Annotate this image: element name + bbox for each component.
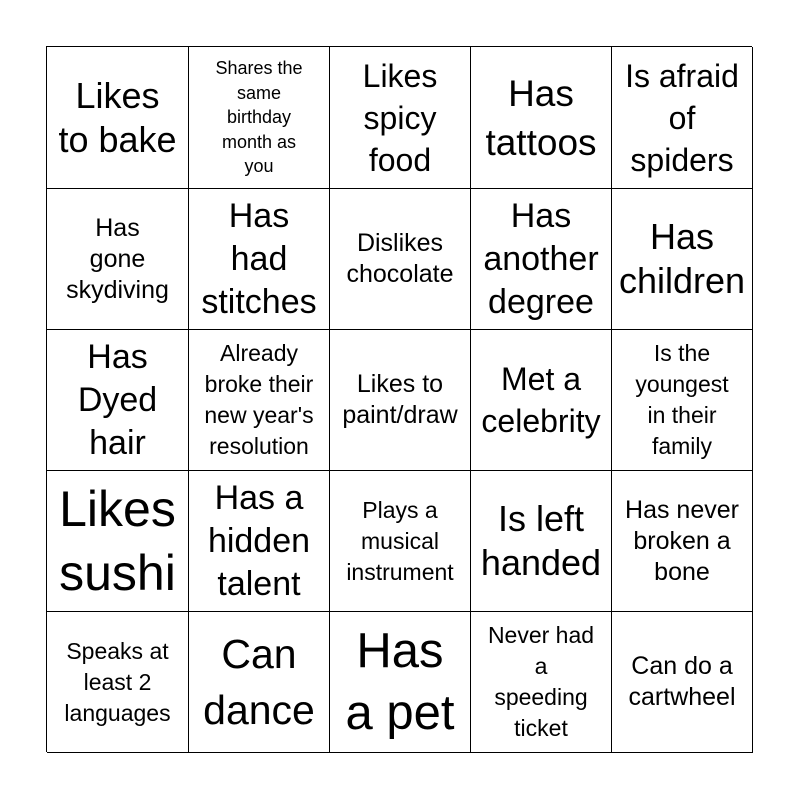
bingo-cell-shares-birthday-month[interactable] — [189, 47, 330, 189]
bingo-cell-is-left-handed[interactable] — [471, 471, 612, 612]
bingo-cell-plays-musical-instrument[interactable] — [330, 471, 471, 612]
cell-text: Can dance — [203, 631, 315, 733]
cell-text: Dislikes chocolate — [346, 229, 454, 288]
cell-text: Has children — [618, 216, 746, 301]
bingo-cell-no-speeding-ticket[interactable] — [471, 612, 612, 753]
cell-text: Is left handed — [480, 498, 602, 583]
cell-text: Is afraid of spiders — [625, 57, 739, 178]
cell-text: Likes spicy food — [362, 57, 438, 178]
cell-text: Speaks at least 2 languages — [64, 637, 171, 726]
cell-text: Has never broken a bone — [625, 495, 739, 586]
bingo-cell-broke-new-years-resolution[interactable] — [189, 330, 330, 471]
cell-text: Likes to paint/draw — [342, 370, 458, 429]
bingo-cell-likes-spicy-food[interactable] — [330, 47, 471, 189]
bingo-cell-has-tattoos[interactable] — [471, 47, 612, 189]
bingo-cell-can-do-cartwheel[interactable] — [612, 612, 753, 753]
cell-text: Plays a musical instrument — [346, 496, 454, 585]
bingo-cell-afraid-of-spiders[interactable] — [612, 47, 753, 189]
cell-text: Has tattoos — [485, 72, 597, 163]
bingo-cell-likes-to-bake[interactable] — [47, 47, 189, 189]
cell-text: Met a celebrity — [481, 361, 601, 439]
cell-text: Has another degree — [483, 196, 599, 321]
bingo-board — [46, 46, 752, 752]
bingo-cell-has-another-degree[interactable] — [471, 189, 612, 330]
bingo-cell-has-a-pet[interactable] — [330, 612, 471, 753]
bingo-cell-has-children[interactable] — [612, 189, 753, 330]
cell-text: Has Dyed hair — [77, 337, 158, 462]
bingo-cell-speaks-two-languages[interactable] — [47, 612, 189, 753]
bingo-cell-has-gone-skydiving[interactable] — [47, 189, 189, 330]
bingo-cell-has-dyed-hair[interactable] — [47, 330, 189, 471]
bingo-cell-dislikes-chocolate[interactable] — [330, 189, 471, 330]
cell-text: Has had stitches — [201, 196, 317, 321]
bingo-cell-can-dance[interactable] — [189, 612, 330, 753]
cell-text: Already broke their new year's resolution — [204, 340, 314, 459]
cell-text: Can do a cartwheel — [628, 652, 736, 711]
bingo-cell-youngest-in-family[interactable] — [612, 330, 753, 471]
cell-text: Has a pet — [345, 624, 455, 740]
cell-text: Shares the same birthday month as you — [215, 58, 303, 177]
bingo-cell-likes-sushi[interactable] — [47, 471, 189, 612]
cell-text: Has a hidden talent — [207, 478, 311, 603]
bingo-cell-never-broken-a-bone[interactable] — [612, 471, 753, 612]
cell-text: Has gone skydiving — [66, 213, 169, 304]
bingo-cell-has-hidden-talent[interactable] — [189, 471, 330, 612]
cell-text: Is the youngest in their family — [635, 340, 729, 459]
bingo-cell-met-a-celebrity[interactable] — [471, 330, 612, 471]
cell-text: Likes to bake — [58, 74, 177, 160]
bingo-cell-likes-to-paint-draw[interactable] — [330, 330, 471, 471]
cell-text: Never had a speeding ticket — [487, 622, 595, 741]
bingo-cell-has-had-stitches[interactable] — [189, 189, 330, 330]
cell-text: Likes sushi — [59, 481, 176, 601]
